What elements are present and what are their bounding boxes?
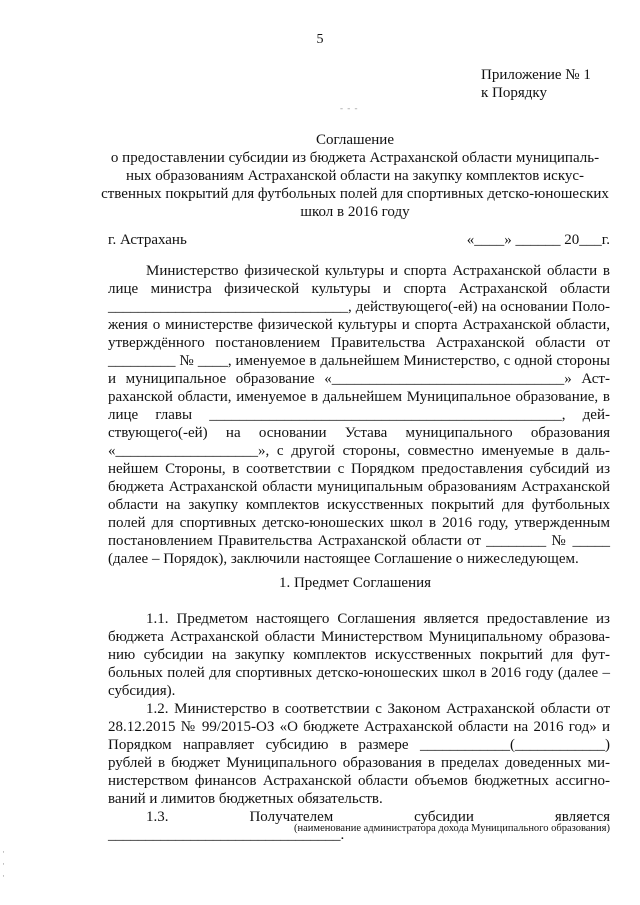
page-number: 5: [316, 32, 324, 47]
recipient-caption: (наименование администратора дохода Муниципального образования): [294, 823, 610, 834]
place-date-row: [108, 232, 610, 250]
date-placeholder: «____» ______ 20___г.: [466, 232, 610, 248]
document-title: [100, 131, 610, 221]
clause-1-1: [108, 610, 610, 700]
clause-1-3-text: 1.3. Получателем субсидии является _______________________________.: [108, 809, 610, 843]
title-subtitle: о предоставлении субсидии из бюджета Астраханской области муниципаль-ных образованиям Астраханской области на закупку комплектов искус-ственных покрытий для футбольных полей для спортивных детско-юношеских школ в 2016 году: [101, 150, 609, 220]
appendix-reference: [481, 66, 591, 102]
scan-smudge: - - -: [340, 103, 359, 113]
parties-text: Министерство физической культуры и спорта Астраханской области в лице министра физической культуры и спорта Астраханской области ________________________________, действующего(-ей) на основании Поло-жения о министерстве физической культуры и спорта Астраханской области, утверждённого постановлением Правительства Астраханской области от _________ № ____, именуемое в дальнейшем Министерство, с одной стороны и муниципальное образование «_______________________________» Аст-раханской области, именуемое в дальнейшем Муниципальное образование, в лице главы _______________________________________________, дей-ствующего(-ей) на основании Устава муниципального образования «___________________», с другой стороны, совместно именуемые в даль-нейшем Стороны, в соответствии с Порядком предоставления субсидий из бюджета Астраханской области муниципальным образованиям Астраханской области на закупку комплектов искусственных покрытий для футбольных полей для спортивных детско-юношеских школ в 2016 году, утвержденным постановлением Правительства Астраханской области от ________ № _____ (далее – Порядок), заключили настоящее Соглашение о нижеследующем.: [108, 263, 610, 567]
section-1-title: 1. Предмет Соглашения: [278, 575, 432, 591]
parties-paragraph: [108, 262, 610, 568]
city-label: г. Астрахань: [108, 232, 187, 248]
scan-margin-marks: · · ·: [2, 847, 5, 881]
clause-1-2: [108, 700, 610, 808]
clause-1-1-text: 1.1. Предметом настоящего Соглашения является предоставление из бюджета Астраханской области Министерством Муниципальному образова-нию субсидии на закупку комплектов искусственных покрытий для фут-больных полей для спортивных детско-юношеских школ в 2016 году (далее – субсидия).: [108, 611, 610, 699]
clause-1-2-text: 1.2. Министерство в соответствии с Законом Астраханской области от 28.12.2015 № 99/2015-ОЗ «О бюджете Астраханской области на 2016 год» и Порядком направляет субсидию в размере ____________(____________) рублей в бюджет Муниципального образования в пределах доведенных ми-нистерством финансов Астраханской области объемов бюджетных ассигно-ваний и лимитов бюджетных обязательств.: [108, 701, 610, 807]
appendix-line-2: к Порядку: [481, 85, 547, 101]
appendix-line-1: Приложение № 1: [481, 67, 591, 83]
title-heading: Соглашение: [316, 132, 394, 148]
